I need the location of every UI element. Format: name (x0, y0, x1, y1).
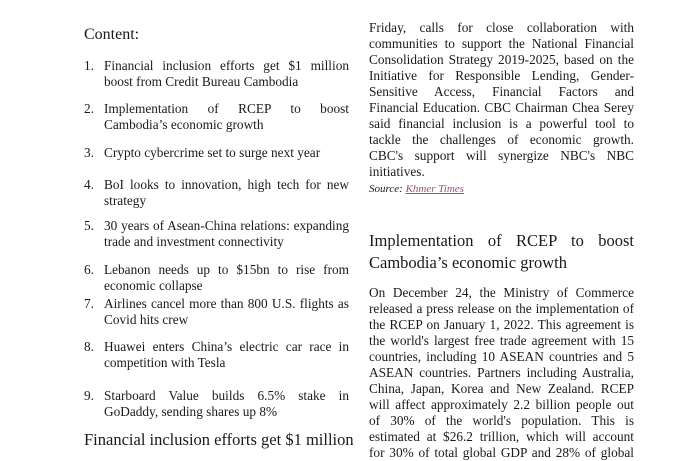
toc-item[interactable] (84, 388, 349, 420)
toc-number: 4. (84, 177, 94, 192)
body-line: Sensitive Access, Financial Factors and (369, 84, 634, 99)
body-line: ASEAN countries. Partners including Australia, (369, 365, 634, 380)
body-line: communities to support the National Financial (369, 36, 634, 51)
toc-item[interactable] (84, 262, 349, 294)
toc-number: 2. (84, 101, 94, 116)
body-line: will affect approximately 2.2 billion people out (369, 397, 634, 412)
toc-text[interactable]: BoI looks to innovation, high tech for new strategy (104, 177, 349, 208)
toc-item[interactable] (84, 218, 349, 250)
toc-text[interactable]: Lebanon needs up to $15bn to rise from economic collapse (104, 262, 349, 293)
toc-number: 1. (84, 58, 94, 73)
body-line: CBC's support will synergize NBC's NBC (369, 148, 634, 163)
body-line: of 30% of the world's population. This is (369, 413, 634, 428)
article1-body (369, 20, 634, 180)
heading-line: Implementation of RCEP to boost (369, 231, 634, 250)
body-line: Consolidation Strategy 2019-2025, based on the (369, 52, 634, 67)
toc-text[interactable]: Huawei enters China’s electric car race in competition with Tesla (104, 339, 349, 370)
toc-text[interactable]: Crypto cybercrime set to surge next year (104, 145, 321, 160)
body-line: Financial Education. CBC Chairman Chea Serey (369, 100, 634, 115)
source-citation (369, 182, 464, 196)
toc-item[interactable] (84, 101, 349, 133)
body-line: On December 24, the Ministry of Commerce (369, 285, 634, 300)
body-line: initiatives. (369, 164, 425, 179)
body-line: released a press release on the implementation of (369, 301, 634, 316)
body-line: countries, including 10 ASEAN countries and 5 (369, 349, 634, 364)
body-line: the RCEP on January 1, 2022. This agreement is (369, 317, 634, 332)
toc-item[interactable] (84, 296, 349, 328)
article-heading-financial-inclusion: Financial inclusion efforts get $1 million (84, 430, 354, 449)
toc-number: 6. (84, 262, 94, 277)
toc-number: 3. (84, 145, 94, 160)
toc-item[interactable] (84, 339, 349, 371)
toc-text[interactable]: Financial inclusion efforts get $1 million boost from Credit Bureau Cambodia (104, 58, 349, 89)
source-link-khmer-times[interactable]: Khmer Times (405, 183, 464, 195)
body-line: China, Japan, Korea and New Zealand. RCEP (369, 381, 634, 396)
content-title: Content: (84, 26, 140, 43)
toc-text[interactable]: Starboard Value builds 6.5% stake in GoDaddy, sending shares up 8% (104, 388, 349, 419)
toc-item[interactable] (84, 145, 349, 161)
body-line: the world's largest free trade agreement with 15 (369, 333, 634, 348)
toc-number: 5. (84, 218, 94, 233)
body-line: Friday, calls for close collaboration with (369, 20, 634, 35)
toc-number: 7. (84, 296, 94, 311)
source-label: Source: (369, 183, 403, 195)
toc-text[interactable]: Implementation of RCEP to boost Cambodia’s economic growth (104, 101, 349, 132)
toc-number: 8. (84, 339, 94, 354)
heading-line: Cambodia’s economic growth (369, 253, 567, 272)
body-line: for 30% of total global GDP and 28% of global (369, 445, 634, 460)
toc-text[interactable]: Airlines cancel more than 800 U.S. flights as Covid hits crew (104, 296, 349, 327)
body-line: Initiative for Responsible Lending, Gender- (369, 68, 634, 83)
body-line: tackle the challenges of economic growth. (369, 132, 634, 147)
toc-text[interactable]: 30 years of Asean-China relations: expanding trade and investment connectivity (104, 218, 349, 249)
body-line: estimated at $26.2 trillion, which will account (369, 429, 634, 444)
article2-body (369, 285, 634, 461)
body-line: said financial inclusion is a powerful tool to (369, 116, 634, 131)
toc-item[interactable] (84, 58, 349, 90)
article-heading-rcep (369, 230, 634, 274)
toc-item[interactable] (84, 177, 349, 209)
toc-number: 9. (84, 388, 94, 403)
